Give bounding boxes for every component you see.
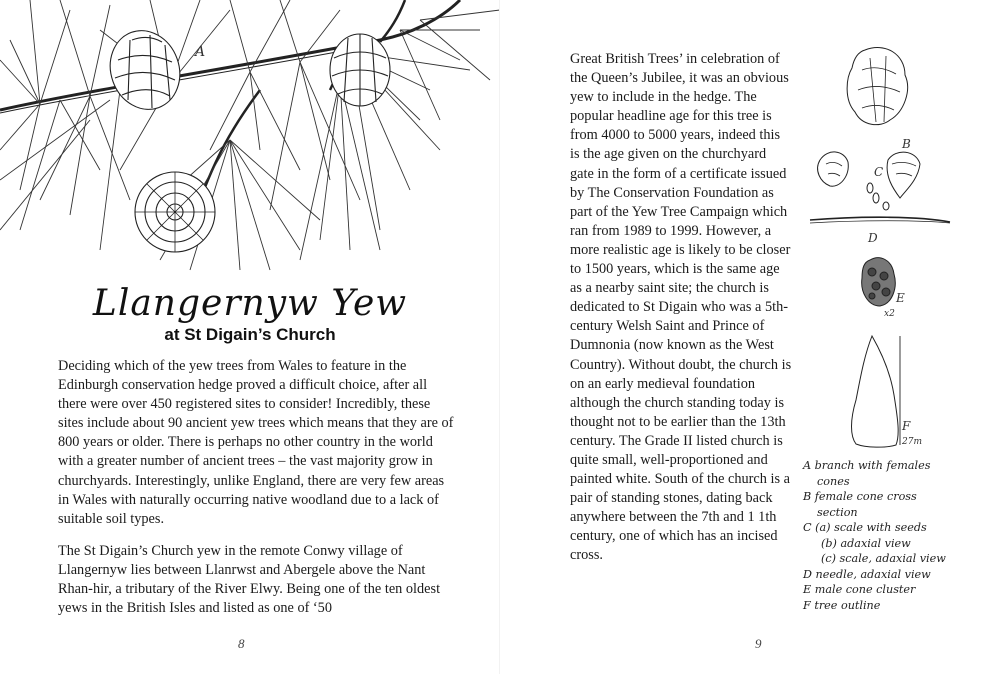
tree-outline-icon bbox=[852, 336, 899, 447]
body-paragraph-3: Great British Trees’ in celebration of the Queen’s Jubilee, it was an obvious yew to include in the hedge. The popular headline age for this tree is from 4000 to 5000 years, indeed this is the age given on the churchyard gate in the form of a certificate issued by The Conservation Foundation as part of the Yew Tree Campaign which ran from 1989 to 1999. However, a more realistic age is likely to be closer to 1500 years, which is the same age as a nearby saint site; the church is dedicated to St Digain who was a 5th-century Welsh Saint and Prince of Dumnonia (now known as the West Country). Without doubt, the church is on an early medieval foundation although the church standing today is thought not to be earlier than the 13th century. The Grade II listed church is quite small, well-proportioned and painted white. South of the church is a pair of standing stones, dating back anywhere between the 7th and 1 1th century, one of which has an incised cross. bbox=[570, 51, 792, 564]
pine-branch-illustration bbox=[0, 0, 500, 280]
legend-item: (b) adaxial view bbox=[821, 536, 911, 550]
figure-label-b: B bbox=[902, 137, 911, 151]
figure-label-d: D bbox=[868, 231, 878, 245]
body-paragraph-2: The St Digain’s Church yew in the remote Conwy village of Llangernyw lies between Llanrwst and Abergele above the Nant Rhan-hir, a tributary of the River Elwy. Being one of the ten oldest yews in the British Isles and listed as one of ‘50 bbox=[58, 543, 441, 617]
legend-item: A branch with females bbox=[803, 459, 931, 472]
legend-item: F tree outline bbox=[803, 598, 881, 612]
figure-legend bbox=[803, 458, 993, 613]
legend-item: section bbox=[817, 505, 858, 519]
legend-item: E male cone cluster bbox=[803, 583, 916, 596]
figure-label-a: A bbox=[195, 44, 206, 60]
figure-label-c: C bbox=[874, 165, 884, 179]
legend-item: C (a) scale with seeds bbox=[803, 521, 927, 534]
legend-item: (c) scale, adaxial view bbox=[821, 552, 946, 565]
scale-with-seeds-icon bbox=[818, 152, 849, 186]
page-number: 8 bbox=[238, 636, 245, 651]
body-paragraph-1: Deciding which of the yew trees from Wales to feature in the Edinburgh conservation hedge proved a difficult choice, after all there were over 450 registered sites to consider! Incredibly, these sites include about 90 ancient yew trees which means that they are of 800 years or older. There is perhaps no other country in the world with a greater number of ancient trees – the vast majority grow in churchyards. Interestingly, unlike England, there are very few areas in Wales with naturally occurring native woodland due to a lack of suitable soil types. bbox=[58, 358, 454, 527]
legend-item: B female cone cross bbox=[803, 490, 917, 503]
right-page bbox=[500, 0, 1000, 674]
botanical-details-illustration bbox=[800, 40, 1000, 460]
scale-adaxial-icon bbox=[887, 152, 920, 198]
scale-label-f: 27m bbox=[902, 437, 922, 447]
legend-item: D needle, adaxial view bbox=[803, 567, 931, 581]
page-subtitle: at St Digain’s Church bbox=[164, 325, 336, 344]
page-number: 9 bbox=[755, 636, 762, 651]
male-cone-cluster-icon bbox=[862, 258, 896, 306]
figure-label-f: F bbox=[902, 419, 911, 433]
figure-label-e: E bbox=[896, 291, 905, 305]
legend-item: cones bbox=[817, 474, 850, 488]
page-title: Llangernyw Yew bbox=[92, 283, 408, 324]
scale-label-e: x2 bbox=[884, 309, 895, 319]
